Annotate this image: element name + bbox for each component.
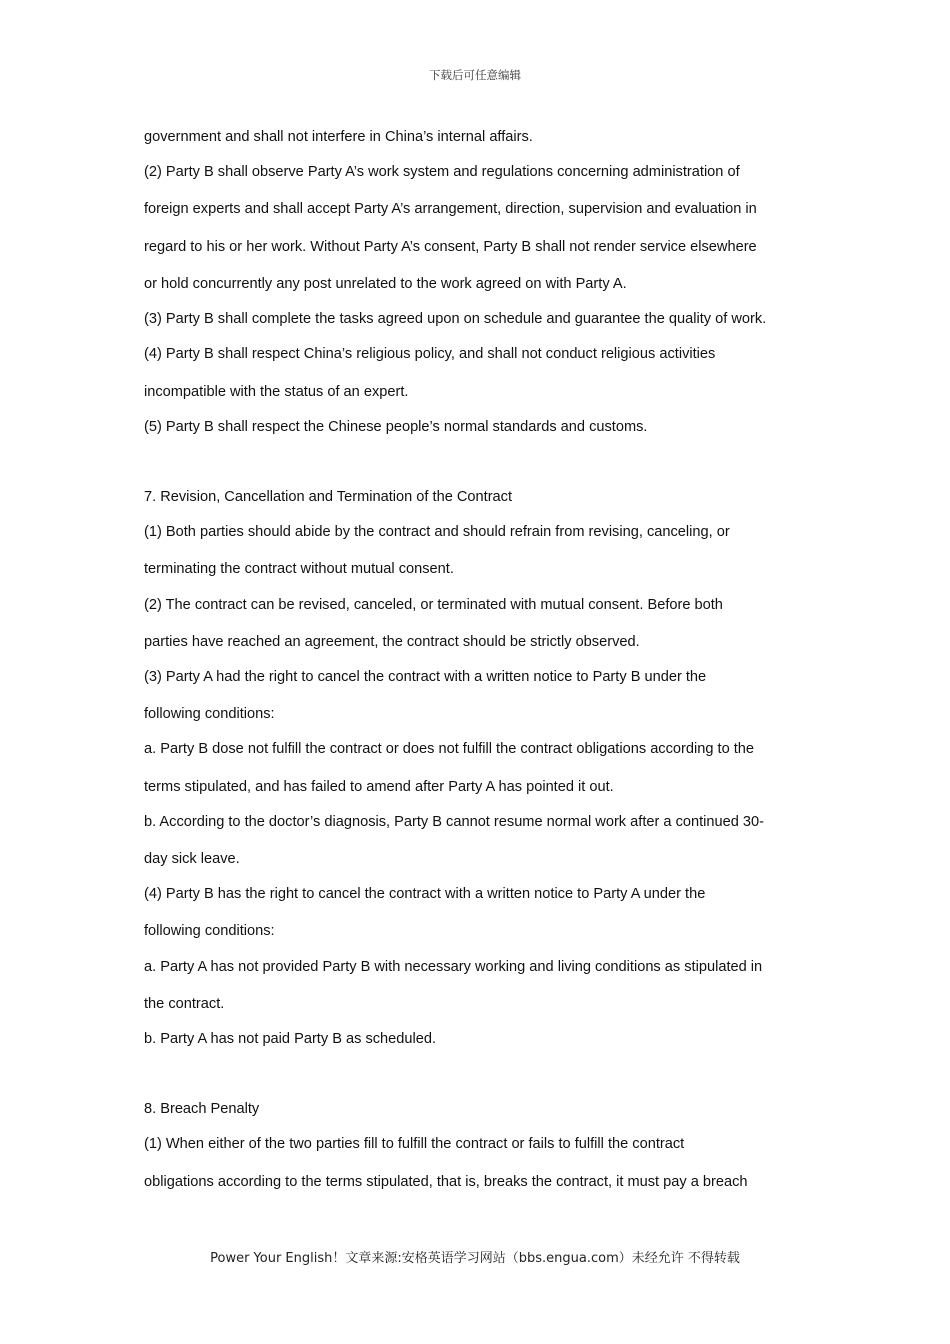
text-line: (2) Party B shall observe Party A’s work system and regulations concerning administration of [144, 164, 740, 180]
text-line: incompatible with the status of an expert. [144, 384, 409, 400]
page-footer: Power Your English！文章来源:安格英语学习网站（bbs.engua.com）未经允许 不得转载 [210, 1251, 740, 1266]
text-line: government and shall not interfere in China’s internal affairs. [144, 129, 533, 145]
text-line: (1) Both parties should abide by the contract and should refrain from revising, canceling, or [144, 524, 730, 540]
text-line: day sick leave. [144, 851, 240, 867]
text-line: a. Party A has not provided Party B with necessary working and living conditions as stipulated in [144, 959, 763, 975]
text-line: foreign experts and shall accept Party A’s arrangement, direction, supervision and evaluation in [144, 201, 757, 217]
text-line: the contract. [144, 996, 225, 1012]
text-line: b. Party A has not paid Party B as scheduled. [144, 1031, 437, 1047]
text-line: following conditions: [144, 706, 275, 722]
text-line: terms stipulated, and has failed to amend after Party A has pointed it out. [144, 779, 614, 795]
section-heading: 8. Breach Penalty [144, 1101, 260, 1117]
text-line: a. Party B dose not fulfill the contract or does not fulfill the contract obligations according to the [144, 741, 755, 757]
section-heading: 7. Revision, Cancellation and Termination of the Contract [144, 489, 513, 505]
text-line: (3) Party A had the right to cancel the contract with a written notice to Party B under the [144, 669, 707, 685]
text-line: parties have reached an agreement, the contract should be strictly observed. [144, 634, 640, 650]
text-line: (1) When either of the two parties fill to fulfill the contract or fails to fulfill the contract [144, 1136, 685, 1152]
text-line: following conditions: [144, 923, 275, 939]
text-line: (3) Party B shall complete the tasks agreed upon on schedule and guarantee the quality of work. [144, 311, 767, 327]
text-line: (5) Party B shall respect the Chinese people’s normal standards and customs. [144, 419, 648, 435]
text-line: terminating the contract without mutual consent. [144, 561, 454, 577]
text-line: (2) The contract can be revised, canceled, or terminated with mutual consent. Before both [144, 597, 723, 613]
page-header: 下载后可任意编辑 [429, 68, 521, 82]
text-line: regard to his or her work. Without Party A’s consent, Party B shall not render service elsewhere [144, 239, 757, 255]
text-line: b. According to the doctor’s diagnosis, Party B cannot resume normal work after a continued 30- [144, 814, 765, 830]
text-line: obligations according to the terms stipulated, that is, breaks the contract, it must pay a breach [144, 1174, 748, 1190]
text-line: or hold concurrently any post unrelated to the work agreed on with Party A. [144, 276, 627, 292]
text-line: (4) Party B has the right to cancel the contract with a written notice to Party A under the [144, 886, 706, 902]
text-line: (4) Party B shall respect China’s religious policy, and shall not conduct religious activities [144, 346, 716, 362]
